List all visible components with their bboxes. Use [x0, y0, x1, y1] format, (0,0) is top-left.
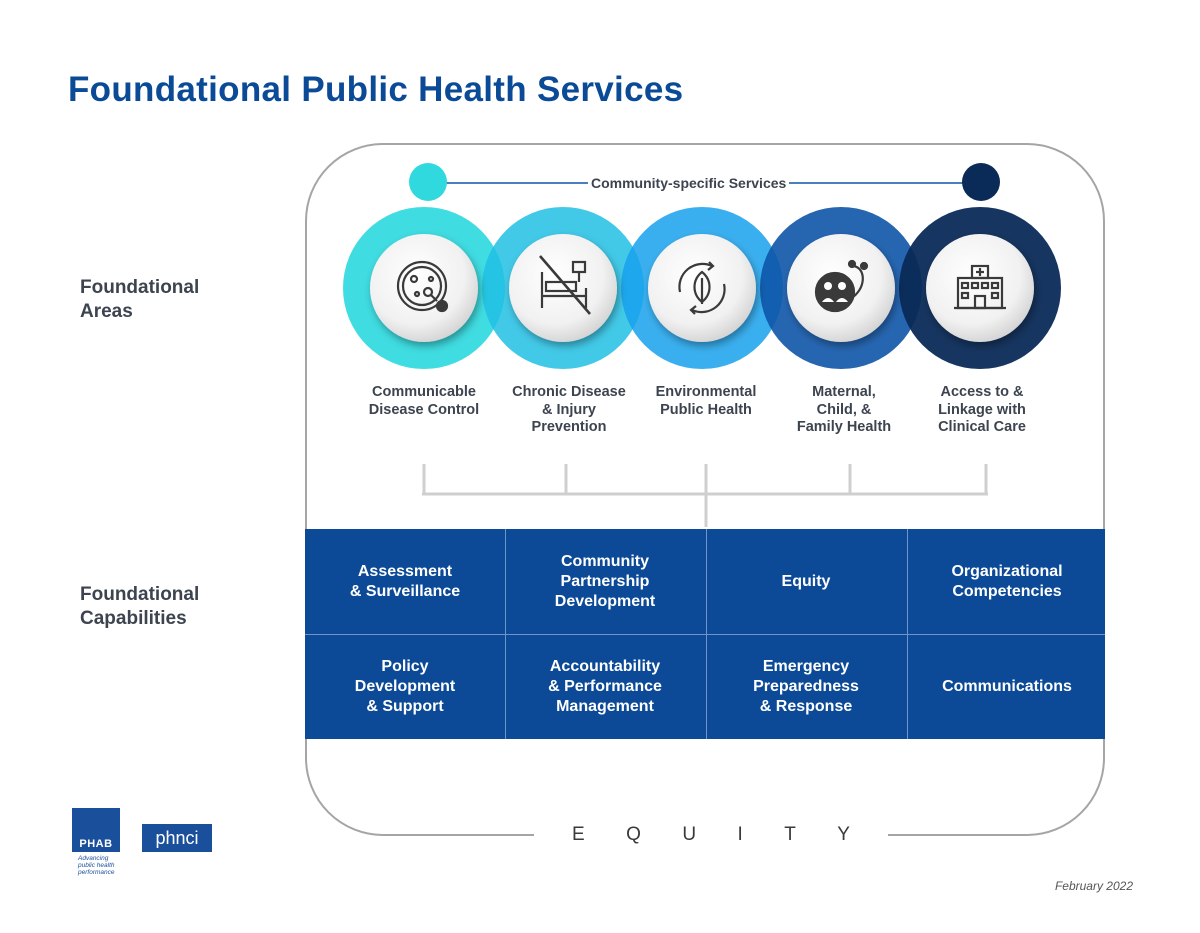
- community-services-end-dot: [962, 163, 1000, 201]
- area-label-environmental: Environmental Public Health: [655, 384, 757, 418]
- area-label-maternal: Maternal, Child, & Family Health: [796, 384, 892, 435]
- area-button-chronic: [509, 234, 617, 342]
- capability-emergency: Emergency Preparedness & Response: [753, 657, 859, 715]
- foundational-capabilities-label: Foundational Capabilities: [80, 584, 200, 629]
- community-services-label: Community-specific Services: [588, 175, 789, 191]
- publication-date: February 2022: [1054, 879, 1133, 893]
- capability-assessment: Assessment & Surveillance: [349, 562, 461, 600]
- capability-organizational: Organizational Competencies: [951, 562, 1063, 600]
- area-label-communicable: Communicable Disease Control: [368, 384, 480, 418]
- area-label-chronic: Chronic Disease & Injury Prevention: [512, 384, 626, 435]
- capability-communications: Communications: [942, 677, 1072, 695]
- capability-community-partnership: Community Partnership Development: [554, 552, 656, 610]
- area-button-communicable: [370, 234, 478, 342]
- capability-accountability: Accountability & Performance Management: [548, 657, 662, 715]
- foundational-areas-label: Foundational Areas: [80, 277, 200, 322]
- area-label-access: Access to & Linkage with Clinical Care: [938, 384, 1026, 435]
- page-title: Foundational Public Health Services: [68, 70, 684, 109]
- area-button-access: [926, 234, 1034, 342]
- phab-tagline: Advancing public health performance: [78, 855, 115, 876]
- capability-equity: Equity: [781, 572, 831, 590]
- equity-word: E Q U I T Y: [572, 824, 850, 845]
- areas-connector-bracket: [422, 464, 988, 527]
- community-services-start-dot: [409, 163, 447, 201]
- capabilities-grid: [305, 529, 1105, 739]
- phnci-logo: phnci: [142, 824, 212, 852]
- phab-logo: PHAB: [72, 808, 120, 852]
- capability-policy: Policy Development & Support: [354, 657, 456, 715]
